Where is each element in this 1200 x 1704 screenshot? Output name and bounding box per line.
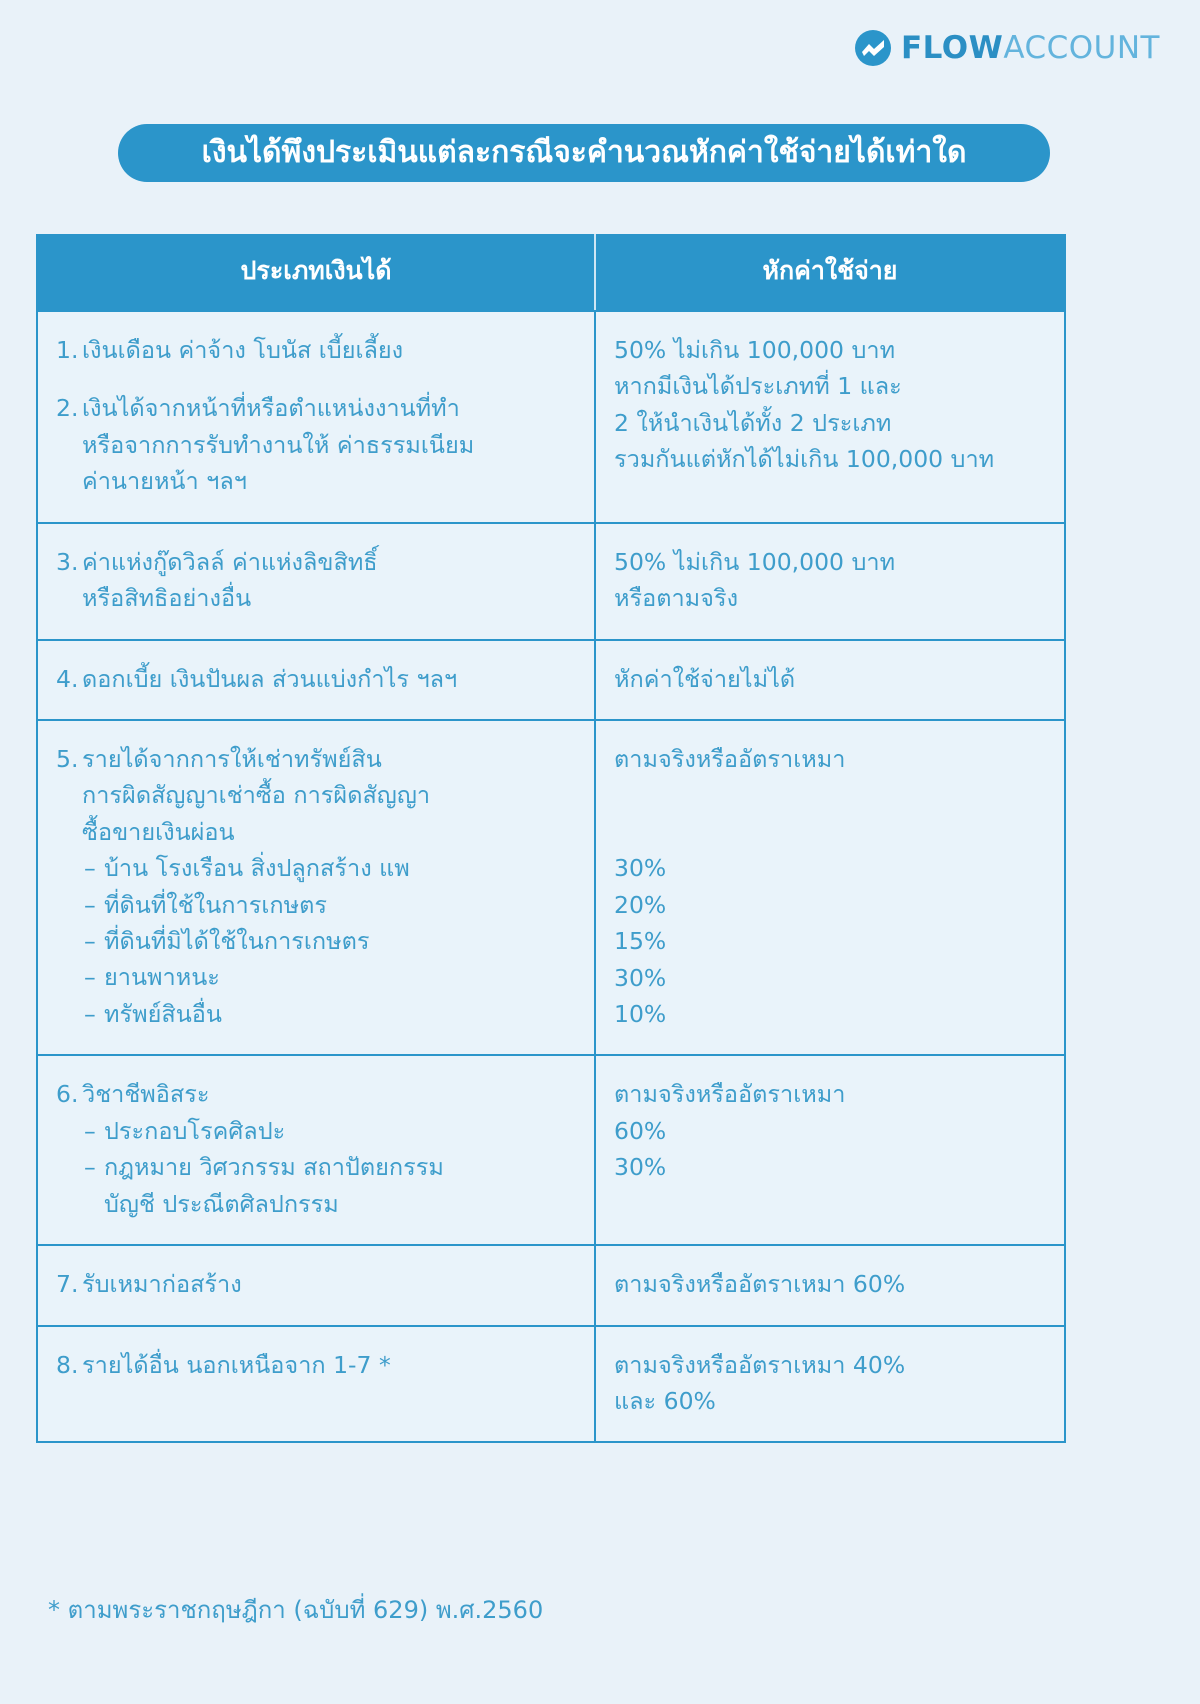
list-item xyxy=(56,1266,576,1302)
sub-item-label: ยานพาหนะ xyxy=(104,963,220,992)
table-row xyxy=(38,1054,1064,1244)
item-number: 1. xyxy=(56,336,79,364)
table-row xyxy=(38,639,1064,719)
page-title-banner xyxy=(118,124,1050,182)
item-number: 3. xyxy=(56,547,79,576)
deduction-line: หากมีเงินได้ประเภทที่ 1 และ xyxy=(614,372,902,401)
item-number: 7. xyxy=(56,1270,79,1299)
deduction-line: ตามจริงหรืออัตราเหมา 40% xyxy=(614,1350,906,1379)
deduction-line: รวมกันแต่หักได้ไม่เกิน 100,000 บาท xyxy=(614,445,995,474)
deduction-line: 2 ให้นำเงินได้ทั้ง 2 ประเภท xyxy=(614,408,892,437)
deduction-value: 15% xyxy=(614,927,667,956)
list-item xyxy=(56,1347,576,1383)
item-line: ดอกเบี้ย เงินปันผล ส่วนแบ่งกำไร ฯลฯ xyxy=(82,664,458,693)
table-row xyxy=(38,1244,1064,1324)
deduction-line: และ 60% xyxy=(614,1387,716,1416)
sub-item-label: บ้าน โรงเรือน สิ่งปลูกสร้าง แพ xyxy=(104,854,410,883)
deduction-line: ตามจริงหรืออัตราเหมา xyxy=(614,1080,846,1109)
cell-income-type xyxy=(38,1327,594,1442)
cell-income-type xyxy=(38,721,594,1055)
cell-deduction xyxy=(594,641,1064,719)
cell-income-type xyxy=(38,312,594,522)
sub-item-label: ที่ดินที่ใช้ในการเกษตร xyxy=(104,890,327,919)
cell-income-type xyxy=(38,641,594,719)
spacer xyxy=(56,368,576,390)
deduction-line: หรือตามจริง xyxy=(614,584,739,613)
item-line: เงินเดือน ค่าจ้าง โบนัส เบี้ยเลี้ยง xyxy=(82,336,404,364)
deduction-value: 10% xyxy=(614,1000,667,1029)
deduction-line: ตามจริงหรืออัตราเหมา xyxy=(614,744,846,773)
list-item xyxy=(56,544,576,617)
cell-deduction xyxy=(594,1056,1064,1244)
item-line: รายได้จากการให้เช่าทรัพย์สิน xyxy=(82,744,382,773)
table-row xyxy=(38,522,1064,639)
cell-deduction xyxy=(594,1327,1064,1442)
flowaccount-wave-circle-icon xyxy=(855,30,891,66)
dash-bullet-icon: – xyxy=(84,1153,96,1182)
item-number: 4. xyxy=(56,664,79,693)
item-line: หรือจากการรับทำงานให้ ค่าธรรมเนียม xyxy=(82,430,475,459)
brand-logo xyxy=(855,30,1160,66)
item-line: ค่าแห่งกู๊ดวิลล์ ค่าแห่งลิขสิทธิ์ xyxy=(82,547,378,576)
spacer xyxy=(614,777,1046,814)
item-number: 2. xyxy=(56,394,79,423)
list-item xyxy=(56,332,576,368)
cell-income-type xyxy=(38,524,594,639)
deduction-line: หักค่าใช้จ่ายไม่ได้ xyxy=(614,664,796,693)
sub-list-item xyxy=(56,1113,576,1149)
item-line: หรือสิทธิอย่างอื่น xyxy=(82,584,252,613)
table-header-row xyxy=(38,234,1064,310)
item-number: 8. xyxy=(56,1350,79,1379)
item-line: การผิดสัญญาเช่าซื้อ การผิดสัญญา xyxy=(82,781,431,810)
deduction-line: ตามจริงหรืออัตราเหมา 60% xyxy=(614,1270,906,1299)
list-item xyxy=(56,1076,576,1112)
dash-bullet-icon: – xyxy=(84,927,96,956)
dash-bullet-icon: – xyxy=(84,890,96,919)
brand-wordmark-flow: FLOW xyxy=(900,29,1004,66)
sub-item-label: ประกอบโรคศิลปะ xyxy=(104,1116,286,1145)
sub-item-label-continuation: บัญชี ประณีตศิลปกรรม xyxy=(104,1189,339,1218)
column-header-income-type: ประเภทเงินได้ xyxy=(240,256,392,285)
brand-wordmark xyxy=(900,29,1160,66)
cell-income-type xyxy=(38,1056,594,1244)
item-line: รายได้อื่น นอกเหนือจาก 1-7 * xyxy=(82,1350,391,1379)
sub-item-label: ที่ดินที่มิได้ใช้ในการเกษตร xyxy=(104,927,370,956)
item-line: รับเหมาก่อสร้าง xyxy=(82,1270,242,1299)
deduction-value: 20% xyxy=(614,890,667,919)
deduction-line: 50% ไม่เกิน 100,000 บาท xyxy=(614,336,896,364)
spacer xyxy=(614,814,1046,851)
sub-list-item xyxy=(56,923,576,959)
cell-deduction xyxy=(594,524,1064,639)
table-row xyxy=(38,310,1064,522)
page-title: เงินได้พึงประเมินแต่ละกรณีจะคำนวณหักค่าใช้จ่ายได้เท่าใด xyxy=(201,135,967,170)
item-line: เงินได้จากหน้าที่หรือตำแหน่งงานที่ทำ xyxy=(82,394,460,423)
table-row xyxy=(38,1325,1064,1442)
footnote: * ตามพระราชกฤษฎีกา (ฉบับที่ 629) พ.ศ.2560 xyxy=(48,1596,544,1624)
dash-bullet-icon: – xyxy=(84,999,96,1028)
cell-deduction xyxy=(594,721,1064,1055)
cell-deduction xyxy=(594,1246,1064,1324)
deduction-value: 30% xyxy=(614,963,667,992)
column-header-deduction: หักค่าใช้จ่าย xyxy=(594,234,1064,310)
deduction-value: 30% xyxy=(614,854,667,883)
item-line: วิชาชีพอิสระ xyxy=(82,1080,210,1109)
sub-item-label: กฎหมาย วิศวกรรม สถาปัตยกรรม xyxy=(104,1153,444,1182)
cell-income-type xyxy=(38,1246,594,1324)
deduction-value: 60% xyxy=(614,1116,667,1145)
table-row xyxy=(38,719,1064,1055)
brand-wordmark-account: ACCOUNT xyxy=(1003,29,1160,66)
dash-bullet-icon: – xyxy=(84,854,96,883)
list-item xyxy=(56,661,576,697)
sub-item-label: ทรัพย์สินอื่น xyxy=(104,999,222,1028)
sub-list-item xyxy=(56,996,576,1032)
item-number: 6. xyxy=(56,1080,79,1109)
cell-deduction xyxy=(594,312,1064,522)
item-line: ซื้อขายเงินผ่อน xyxy=(82,817,235,846)
dash-bullet-icon: – xyxy=(84,1116,96,1145)
sub-list-item xyxy=(56,887,576,923)
sub-list-item xyxy=(56,959,576,995)
item-number: 5. xyxy=(56,744,79,773)
sub-list-item xyxy=(56,850,576,886)
item-line: ค่านายหน้า ฯลฯ xyxy=(82,467,247,496)
list-item xyxy=(56,390,576,499)
dash-bullet-icon: – xyxy=(84,963,96,992)
list-item xyxy=(56,741,576,850)
deduction-line: 50% ไม่เกิน 100,000 บาท xyxy=(614,547,896,576)
income-deduction-table xyxy=(36,234,1066,1443)
sub-list-item xyxy=(56,1149,576,1222)
deduction-value: 30% xyxy=(614,1153,667,1182)
